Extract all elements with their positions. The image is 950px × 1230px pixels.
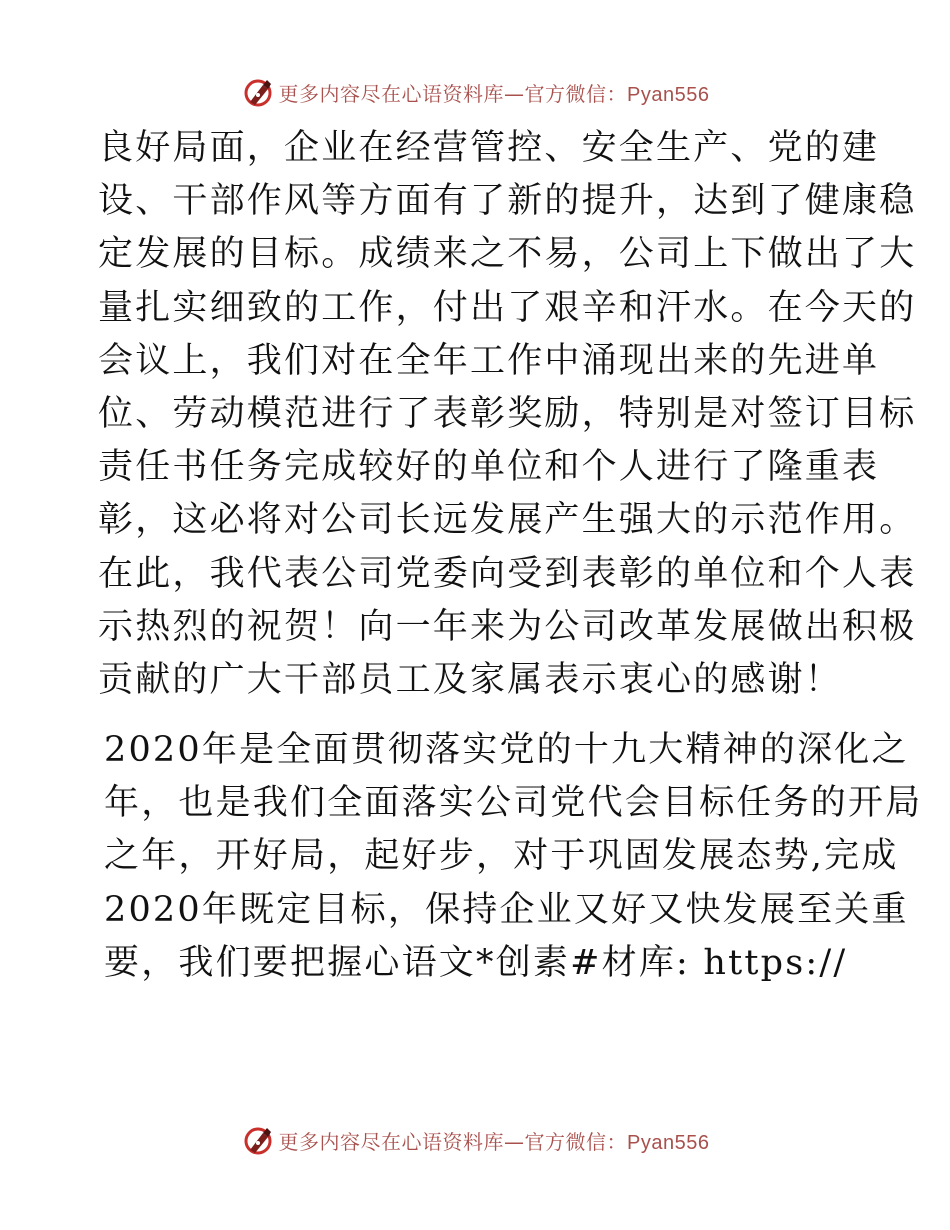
banner-separator: — <box>504 81 525 106</box>
text-line: 设、干部作风等方面有了新的提升，达到了健康稳 <box>98 181 917 222</box>
text-line: 责任书任务完成较好的单位和个人进行了隆重表 <box>98 447 880 488</box>
banner-wechat-label: 官方微信： <box>524 81 628 106</box>
text-line: 定发展的目标。成绩来之不易，公司上下做出了大 <box>98 234 917 275</box>
banner-link-text[interactable]: 更多内容尽在心语资料库 <box>278 81 505 106</box>
document-body <box>98 122 923 990</box>
pen-nib-logo-icon <box>241 1123 275 1157</box>
text-line: 示热烈的祝贺！向一年来为公司改革发展做出积极 <box>98 606 917 647</box>
text-line: 彰，这必将对公司长远发展产生强大的示范作用。 <box>98 500 917 541</box>
header-banner <box>0 72 950 112</box>
banner-wechat-id: Pyan556 <box>627 83 710 106</box>
paragraph-1 <box>98 122 917 707</box>
footer-banner <box>0 1120 950 1160</box>
text-line: 年，也是我们全面落实公司党代会目标任务的开局 <box>104 783 923 824</box>
banner-link-text[interactable]: 更多内容尽在心语资料库 <box>278 1129 505 1154</box>
banner-wechat-id: Pyan556 <box>627 1131 710 1154</box>
text-line: 良好局面，企业在经营管控、安全生产、党的建 <box>98 128 880 168</box>
text-line: 贡献的广大干部员工及家属表示衷心的感谢！ <box>98 659 843 700</box>
banner-separator: — <box>504 1129 525 1154</box>
text-line: 位、劳动模范进行了表彰奖励，特别是对签订目标 <box>98 393 917 434</box>
text-line: 2020年是全面贯彻落实党的十九大精神的深化之 <box>104 730 909 771</box>
text-line: 要，我们要把握心语文*创素#材库: https:// <box>104 942 848 983</box>
paragraph-2 <box>98 724 923 990</box>
text-line: 在此，我代表公司党委向受到表彰的单位和个人表 <box>98 553 917 594</box>
pen-nib-logo-icon <box>241 75 275 109</box>
text-line: 之年，开好局，起好步，对于巩固发展态势,完成 <box>104 836 899 877</box>
text-line: 会议上，我们对在全年工作中涌现出来的先进单 <box>98 340 880 381</box>
text-line: 2020年既定目标，保持企业又好又快发展至关重 <box>104 889 909 930</box>
banner-wechat-label: 官方微信： <box>524 1129 628 1154</box>
text-line: 量扎实细致的工作，付出了艰辛和汗水。在今天的 <box>98 287 917 328</box>
